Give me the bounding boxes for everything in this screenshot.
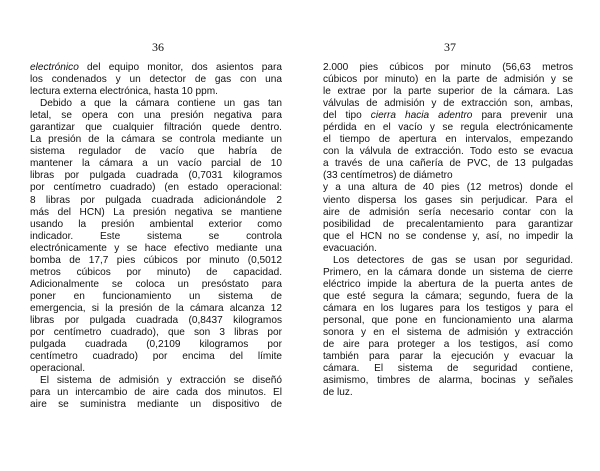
italic-text: cierra hacia adentro [370,110,473,122]
text-run: pérdida en el vacío y se regula electrónicamente [323,122,573,134]
text-run: del equipo monitor, dos asientos para [78,62,282,73]
text-line [30,158,282,170]
text-run: (33 centímetros) de diámetro [323,170,453,182]
text-line [30,195,282,207]
text-line [323,195,573,207]
text-run: más del HCN) La presión negativa se mantiene [30,206,282,218]
text-line [323,62,573,74]
text-line [30,375,282,387]
text-run: El sistema de admisión y extracción se diseñó [40,375,282,387]
text-run: metros cúbicos por minuto) de capacidad. [30,266,282,278]
text-run: mantener la cámara a un vacío parcial de 10 [30,158,282,170]
text-run: para prevenir una [472,110,573,122]
text-line [323,231,573,243]
text-line [30,219,282,231]
text-line [30,122,282,134]
text-line [323,182,573,194]
right-page-text [323,62,573,399]
text-run: Adicionalmente se coloca un presóstato para [30,278,282,290]
text-run: personal, que pone en funcionamiento una alarma [323,314,573,326]
text-run: asimismo, timbres de alarma, bocinas y señales [323,375,573,387]
text-line [30,327,282,339]
text-line [30,62,282,74]
text-run: sonora y en el sistema de admisión y extracción [323,327,573,339]
text-line [30,86,282,98]
text-line [30,399,282,411]
text-run: para un intercambio de aire cada dos minutos. El [30,387,282,399]
left-page-text [30,62,282,411]
text-line [30,267,282,279]
text-line [30,315,282,327]
text-run: viento dispersa los gases sin perjudicar. Para el [323,194,573,206]
text-run: pulgada cuadrada (0,2109 kilogramos por [30,339,282,351]
text-run: Primero, en la cámara donde un sistema de cierre [323,266,573,278]
text-run: los condenados y un detector de gas con una [30,74,282,86]
text-run: válvulas de admisión y de extracción son, ambas, [323,98,573,110]
text-line [30,98,282,110]
text-run: el tiempo de apertura en intervalos, empezando [323,134,573,146]
text-line [30,243,282,255]
text-line [323,146,573,158]
text-run: indicador. Este sistema se controla [30,230,282,242]
text-run: también para parar la ejecución y evacuar la [323,351,573,363]
text-run: bomba de 17,7 pies cúbicos por minuto (0,5012 [30,254,282,266]
text-line [30,134,282,146]
text-line [323,291,573,303]
text-run: centímetro cuadrado) por encima del límite [30,351,282,363]
right-page [300,0,600,471]
text-line [30,339,282,351]
text-line [30,303,282,315]
text-run: La presión de la cámara se controla mediante un [30,134,282,146]
text-line [323,86,573,98]
text-run: lectura externa electrónica, hasta 10 ppm. [30,86,218,98]
text-line [323,279,573,291]
text-run: que el HCN no se condense y, así, no impedir la [323,230,573,242]
text-run: cúbicos por minuto) en la parte de admisión y se [323,74,573,86]
page-number: 36 [152,40,164,54]
text-run: electrónicamente y se hace efectivo mediante una [30,242,282,254]
text-line [30,291,282,303]
text-run: 8 libras por pulgada cuadrada adicionándole 2 [30,194,282,206]
text-line [323,243,573,255]
text-line [30,279,282,291]
text-run: Los detectores de gas se usan por seguridad. [333,254,573,266]
text-run: a través de una cañería de PVC, de 13 pulgadas [323,158,573,170]
text-line [323,339,573,351]
text-run: 2.000 pies cúbicos por minuto (56,63 metros [323,62,573,73]
text-run: posibilidad de precalentamiento para garantizar [323,218,573,230]
text-run: de luz. [323,387,353,399]
text-line [323,170,573,182]
text-line [323,363,573,375]
text-line [30,207,282,219]
text-line [323,158,573,170]
text-line [323,267,573,279]
text-line [30,231,282,243]
text-run: letal, se opera con una presión negativa para [30,110,282,122]
text-run: y a una altura de 40 pies (12 metros) donde el [323,182,573,194]
text-run: eléctrico impide la abertura de la puerta antes de [323,278,573,290]
text-run: libras por pulgada cuadrada (0,8437 kilogramos [30,314,282,326]
text-run: operacional. [30,363,85,375]
text-run: cámara en los lugares para los testigos y para el [323,302,573,314]
text-line [323,207,573,219]
text-run: evacuación. [323,242,377,254]
text-line [323,134,573,146]
text-run: por centímetro cuadrado) (en estado operacional: [30,182,282,194]
text-run: sistema regulador de vacío que habría de [30,146,282,158]
italic-text: electrónico [30,62,79,73]
text-run: Debido a que la cámara contiene un gas tan [40,98,282,110]
text-run: poner en funcionamiento un sistema de [30,290,282,302]
text-run: aire se suministra mediante un dispositivo de [30,399,282,411]
text-line [323,327,573,339]
text-line [30,255,282,267]
text-line [323,122,573,134]
text-line [30,146,282,158]
text-line [30,351,282,363]
text-run: por centímetro cuadrado), que son 3 libras por [30,327,282,339]
text-run: garantizar que cualquier filtración quede dentro. [30,122,282,134]
text-run: de aire para proteger a los testigos, así como [323,339,573,351]
text-run: emergencia, si la presión de la cámara alcanza 12 [30,302,282,314]
text-run: del tipo [323,110,371,122]
text-line [323,351,573,363]
text-line [323,315,573,327]
text-line [30,182,282,194]
text-line [30,74,282,86]
text-line [30,387,282,399]
text-line [30,110,282,122]
page-number: 37 [444,40,456,54]
text-run: libras por pulgada cuadrada (0,7031 kilogramos [30,170,282,182]
text-line [323,98,573,110]
text-run: le extrae por la parte superior de la cámara. Las [323,86,573,98]
text-line [323,255,573,267]
text-line [323,387,573,399]
text-line [323,74,573,86]
text-line [323,219,573,231]
text-run: que esté segura la cámara; segundo, fuera de la [323,290,573,302]
text-line [323,375,573,387]
text-line [30,170,282,182]
text-line [323,110,573,122]
text-run: cámara. El sistema de seguridad contiene, [323,363,573,375]
text-line [30,363,282,375]
text-line [323,303,573,315]
text-run: usando la presión ambiental exterior como [30,218,282,230]
text-run: aire de admisión sería necesario contar con la [323,206,573,218]
text-run: con la válvula de extracción. Todo esto se evacua [323,146,573,158]
